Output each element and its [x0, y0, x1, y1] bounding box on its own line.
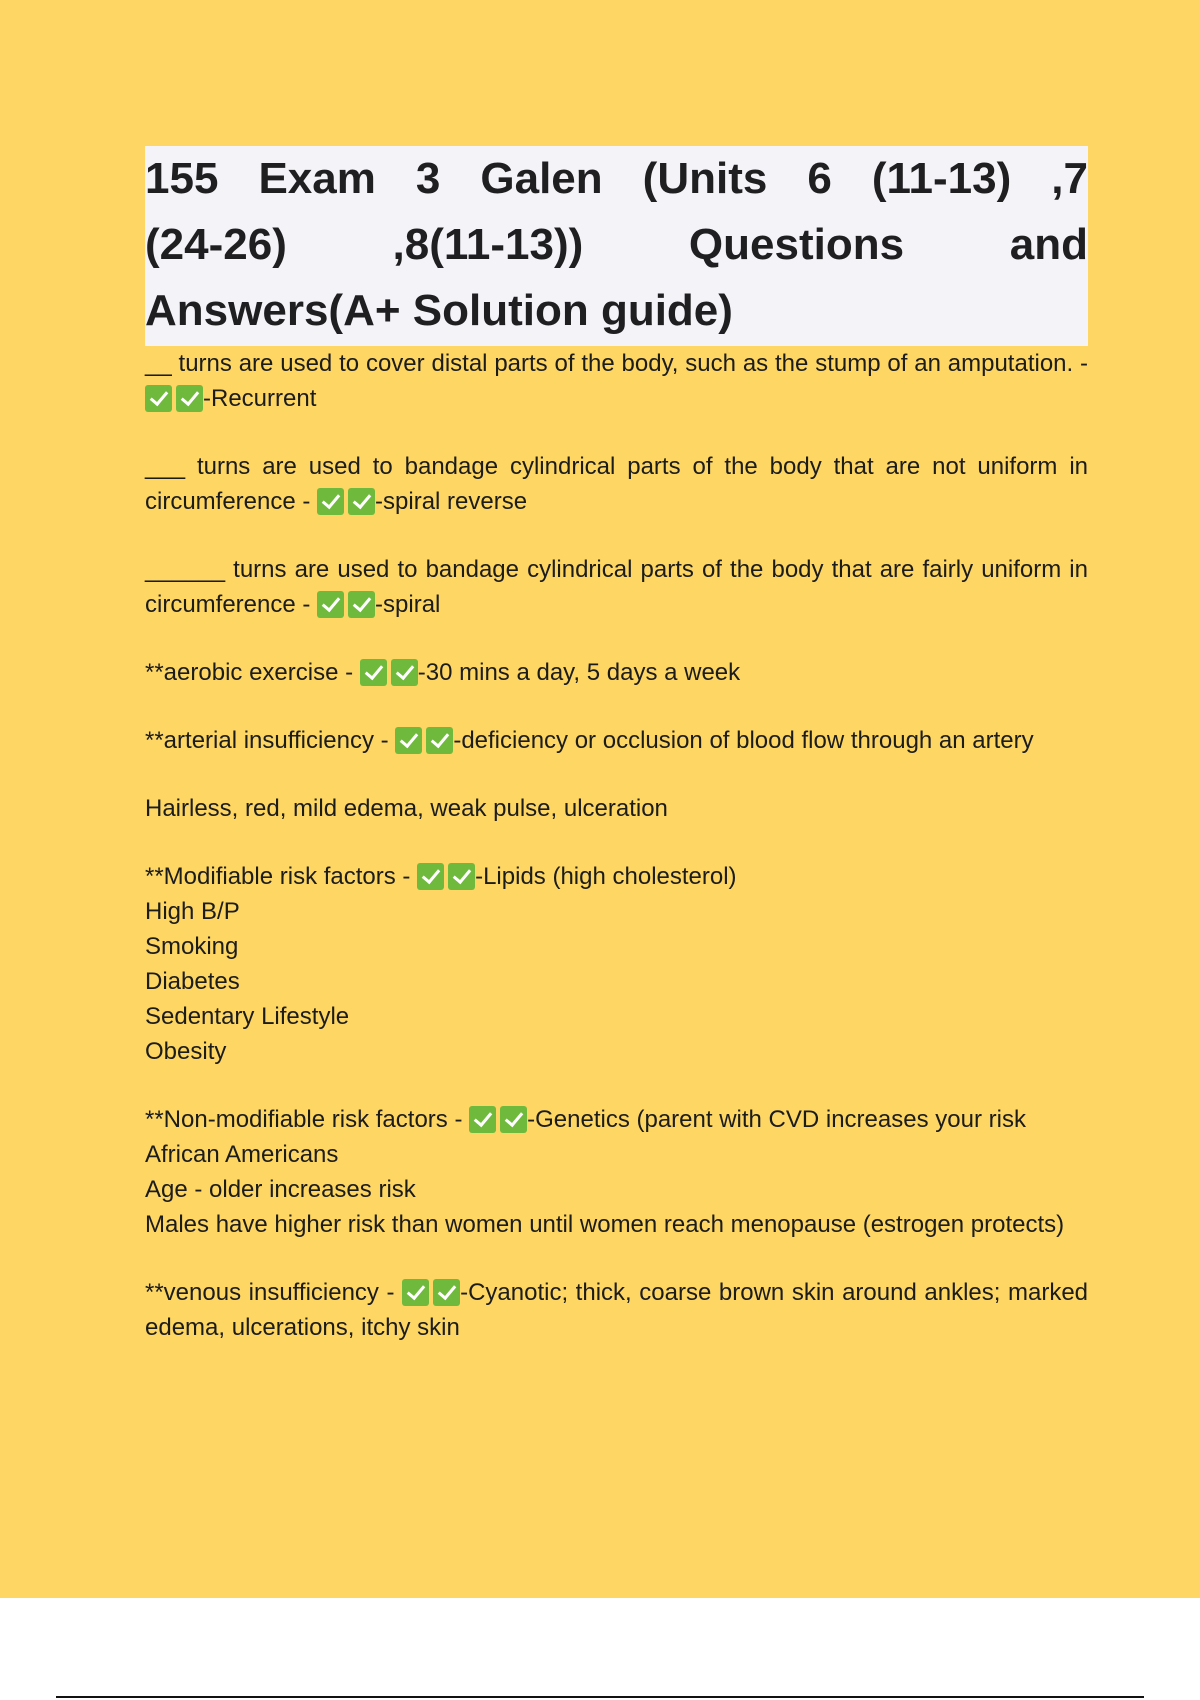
check-icon [348, 488, 375, 515]
document-content [145, 146, 1088, 1378]
answer-text: -Lipids (high cholesterol) [475, 863, 737, 890]
check-icon [360, 659, 387, 686]
answer-checkmarks [317, 488, 375, 515]
title-word: (Units [642, 154, 768, 203]
qa-entry [145, 346, 1088, 416]
question-text: **arterial insufficiency - [145, 727, 389, 754]
qa-list [145, 346, 1088, 1345]
check-icon [417, 863, 444, 890]
title-word: Galen [480, 154, 603, 203]
answer-text: -Recurrent [203, 385, 317, 412]
qa-paragraph [145, 449, 1088, 519]
title-word: ,7 [1051, 154, 1088, 203]
answer-line: Males have higher risk than women until women reach menopause (estrogen protects) [145, 1211, 1065, 1238]
title-word: and [1009, 220, 1088, 269]
answer-line: Smoking [145, 933, 239, 960]
qa-paragraph [145, 655, 1088, 690]
answer-text: -Genetics (parent with CVD increases your risk [527, 1106, 1026, 1133]
title-word: (11-13) [871, 154, 1012, 203]
title-line-1 [145, 146, 1088, 212]
check-icon [433, 1279, 460, 1306]
qa-entry [145, 552, 1088, 622]
check-icon [402, 1279, 429, 1306]
answer-checkmarks [360, 659, 418, 686]
check-icon [469, 1106, 496, 1133]
check-icon [145, 385, 172, 412]
qa-entry [145, 1275, 1088, 1345]
answer-line: Obesity [145, 1038, 227, 1065]
answer-checkmarks [395, 727, 453, 754]
title-word: Questions [688, 220, 905, 269]
answer-line: Sedentary Lifestyle [145, 1003, 350, 1030]
qa-paragraph [145, 791, 1088, 826]
answer-text: -deficiency or occlusion of blood flow through an artery [453, 727, 1034, 754]
answer-text: -Cyanotic; thick, coarse brown skin around ankles; marked edema, ulcerations, itchy skin [145, 1279, 1089, 1341]
title-word: 155 [145, 154, 219, 203]
answer-line: Age - older increases risk [145, 1176, 416, 1203]
answer-checkmarks [417, 863, 475, 890]
title-word: Answers(A+ Solution guide) [145, 286, 733, 335]
bottom-divider [56, 1696, 1144, 1698]
question-text: **Modifiable risk factors - [145, 863, 411, 890]
question-text: **Non-modifiable risk factors - [145, 1106, 463, 1133]
qa-entry [145, 655, 1088, 690]
qa-entry [145, 859, 1088, 1069]
qa-paragraph [145, 346, 1088, 416]
check-icon [391, 659, 418, 686]
qa-entry [145, 791, 1088, 826]
title-line-2 [145, 212, 1088, 278]
qa-entry [145, 723, 1088, 758]
title-word: ,8(11-13)) [392, 220, 584, 269]
answer-checkmarks [317, 591, 375, 618]
check-icon [317, 488, 344, 515]
check-icon [348, 591, 375, 618]
answer-text: -30 mins a day, 5 days a week [417, 659, 741, 686]
answer-checkmarks [145, 385, 203, 412]
answer-line: High B/P [145, 898, 240, 925]
check-icon [500, 1106, 527, 1133]
question-text: ___ turns are used to bandage cylindrical parts of the body that are not uniform in circumference - [145, 453, 1088, 515]
qa-entry [145, 449, 1088, 519]
qa-paragraph [145, 552, 1088, 622]
check-icon [448, 863, 475, 890]
title-line-3 [145, 278, 1088, 344]
title-word: Exam [258, 154, 376, 203]
answer-line: Diabetes [145, 968, 240, 995]
question-text: Hairless, red, mild edema, weak pulse, ulceration [145, 795, 668, 822]
qa-entry [145, 1102, 1088, 1242]
question-text: __ turns are used to cover distal parts of the body, such as the stump of an amputation. - [145, 350, 1088, 377]
qa-paragraph [145, 859, 1088, 894]
qa-paragraph [145, 723, 1088, 758]
answer-checkmarks [469, 1106, 527, 1133]
answer-text: -spiral reverse [375, 488, 528, 515]
document-title [145, 146, 1088, 346]
check-icon [426, 727, 453, 754]
question-text: **aerobic exercise - [145, 659, 354, 686]
check-icon [395, 727, 422, 754]
check-icon [176, 385, 203, 412]
qa-paragraph [145, 1102, 1088, 1137]
answer-line: African Americans [145, 1141, 339, 1168]
qa-paragraph [145, 1275, 1088, 1345]
answer-checkmarks [402, 1279, 460, 1306]
question-text: ______ turns are used to bandage cylindrical parts of the body that are fairly uniform in circumference - [145, 556, 1088, 618]
title-word: (24-26) [145, 220, 287, 269]
title-word: 3 [415, 154, 441, 203]
answer-text: -spiral [375, 591, 441, 618]
question-text: **venous insufficiency - [145, 1279, 395, 1306]
title-word: 6 [807, 154, 832, 203]
check-icon [317, 591, 344, 618]
